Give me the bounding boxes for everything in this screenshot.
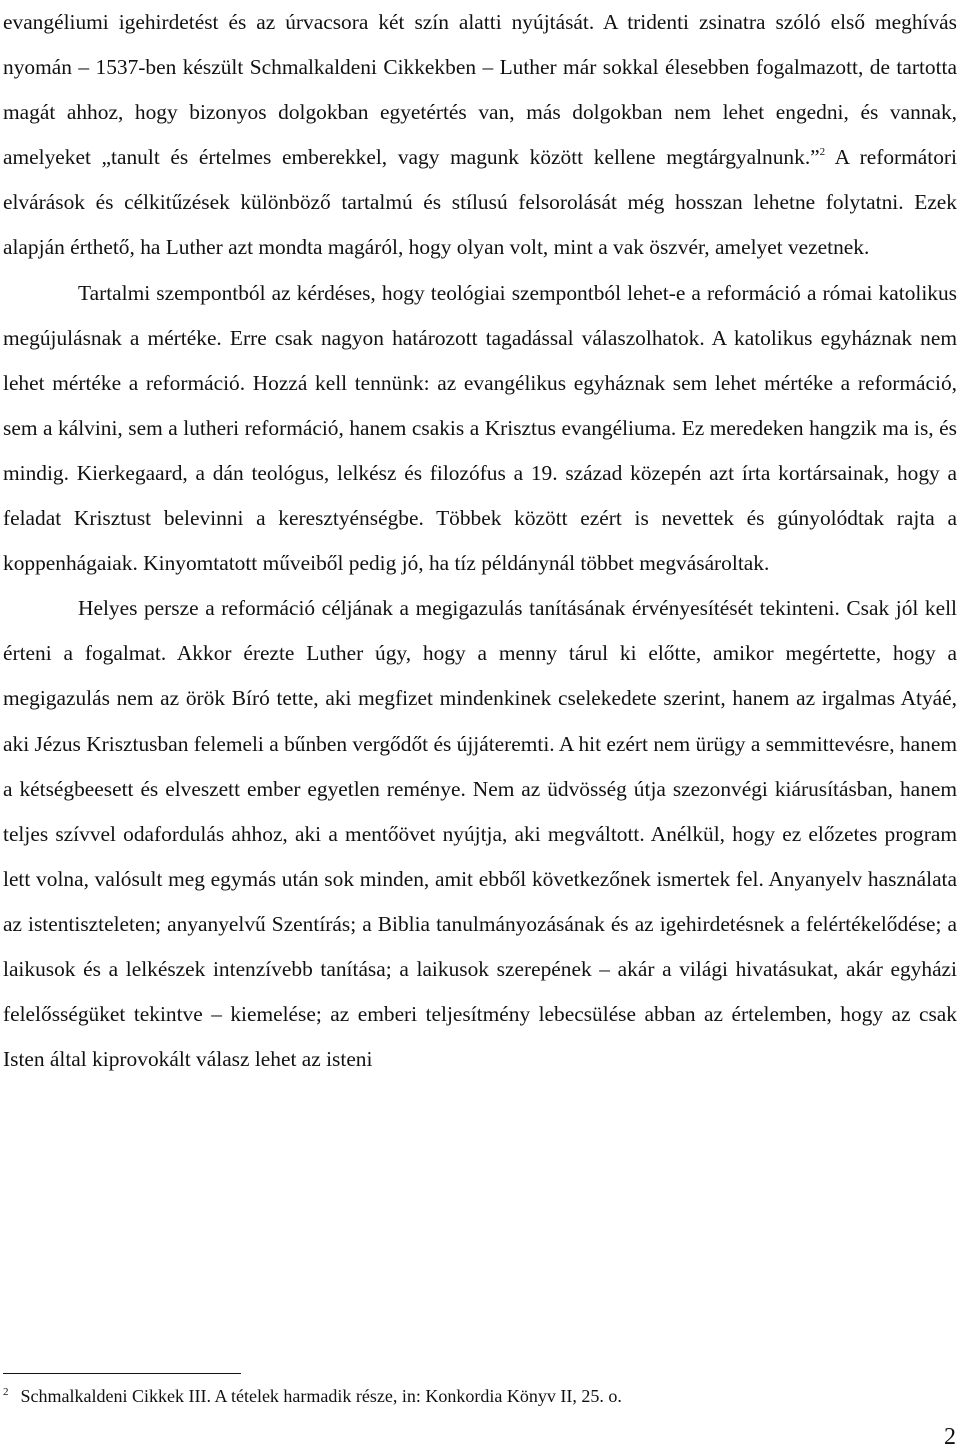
- footnote-text: Schmalkaldeni Cikkek III. A tételek harmadik része, in: Konkordia Könyv II, 25. o.: [20, 1386, 622, 1406]
- footnote: [3, 1384, 903, 1408]
- paragraph-text: evangéliumi igehirdetést és az úrvacsora két szín alatti nyújtását. A tridenti zsinatra szóló első meghívás nyomán – 1537-ben készült Schmalkaldeni Cikkekben – Luther már sokkal élesebben fogalmazott, de tartotta magát ahhoz, hogy bizonyos dolgokban egyetértés van, más dolgokban nem lehet engedni, és vannak, amelyeket „tanult és értelmes emberekkel, vagy magunk között kellene megtárgyalnunk.”: [3, 10, 957, 170]
- paragraph-text: A reformátori elvárások és célkitűzések különböző tartalmú és stílusú felsorolását még hosszan lehetne folytatni. Ezek alapján érthető, ha Luther azt mondta magáról, hogy olyan volt, mint a vak öszvér, amelyet vezetnek.: [3, 145, 957, 260]
- body-text: [3, 0, 957, 1082]
- footnote-separator: [3, 1373, 241, 1374]
- paragraph-3: Helyes persze a reformáció céljának a megigazulás tanításának érvényesítését tekinteni. Csak jól kell érteni a fogalmat. Akkor érezte Luther úgy, hogy a menny tárul ki előtte, amikor megértette, hogy a megigazulás nem az örök Bíró tette, aki megfizet mindenkinek cselekedete szerint, hanem az irgalmas Atyáé, aki Jézus Krisztusban felemeli a bűnben vergődőt és újjáteremti. A hit ezért nem ürügy a semmittevésre, hanem a kétségbeesett és elveszett ember egyetlen reménye. Nem az üdvösség útja szezonvégi kiárusításban, hanem teljes szívvel odafordulás ahhoz, aki a mentőövet nyújtja, aki megváltott. Anélkül, hogy ez előzetes program lett volna, valósult meg egymás után sok minden, amit ebből következőnek ismertek fel. Anyanyelv használata az istentiszteleten; anyanyelvű Szentírás; a Biblia tanulmányozásának és az igehirdetésnek a felértékelődése; a laikusok és a lelkészek intenzívebb tanítása; a laikusok szerepének – akár a világi hivatásukat, akár egyházi felelősségüket tekintve – kiemelése; az emberi teljesítmény lebecsülése abban az értelemben, hogy az csak Isten által kiprovokált válasz lehet az isteni: [3, 596, 957, 1072]
- paragraph-1: [3, 0, 957, 271]
- footnote-number: 2: [3, 1386, 9, 1398]
- paragraph-2: Tartalmi szempontból az kérdéses, hogy teológiai szempontból lehet-e a reformáció a római katolikus megújulásnak a mértéke. Erre csak nagyon határozott tagadással válaszolhatok. A katolikus egyháznak nem lehet mértéke a reformáció. Hozzá kell tennünk: az evangélikus egyháznak sem lehet mértéke a reformáció, sem a kálvini, sem a lutheri reformáció, hanem csakis a Krisztus evangéliuma. Ez meredeken hangzik ma is, és mindig. Kierkegaard, a dán teológus, lelkész és filozófus a 19. század közepén azt írta kortársainak, hogy a feladat Krisztust belevinni a keresztyénségbe. Többek között ezért is nevettek és gúnyolódtak rajta a koppenhágaiak. Kinyomtatott műveiből pedig jó, ha tíz példánynál többet megvásároltak.: [3, 280, 957, 576]
- footnote-reference[interactable]: 2: [819, 146, 826, 159]
- page-number: 2: [944, 1424, 956, 1450]
